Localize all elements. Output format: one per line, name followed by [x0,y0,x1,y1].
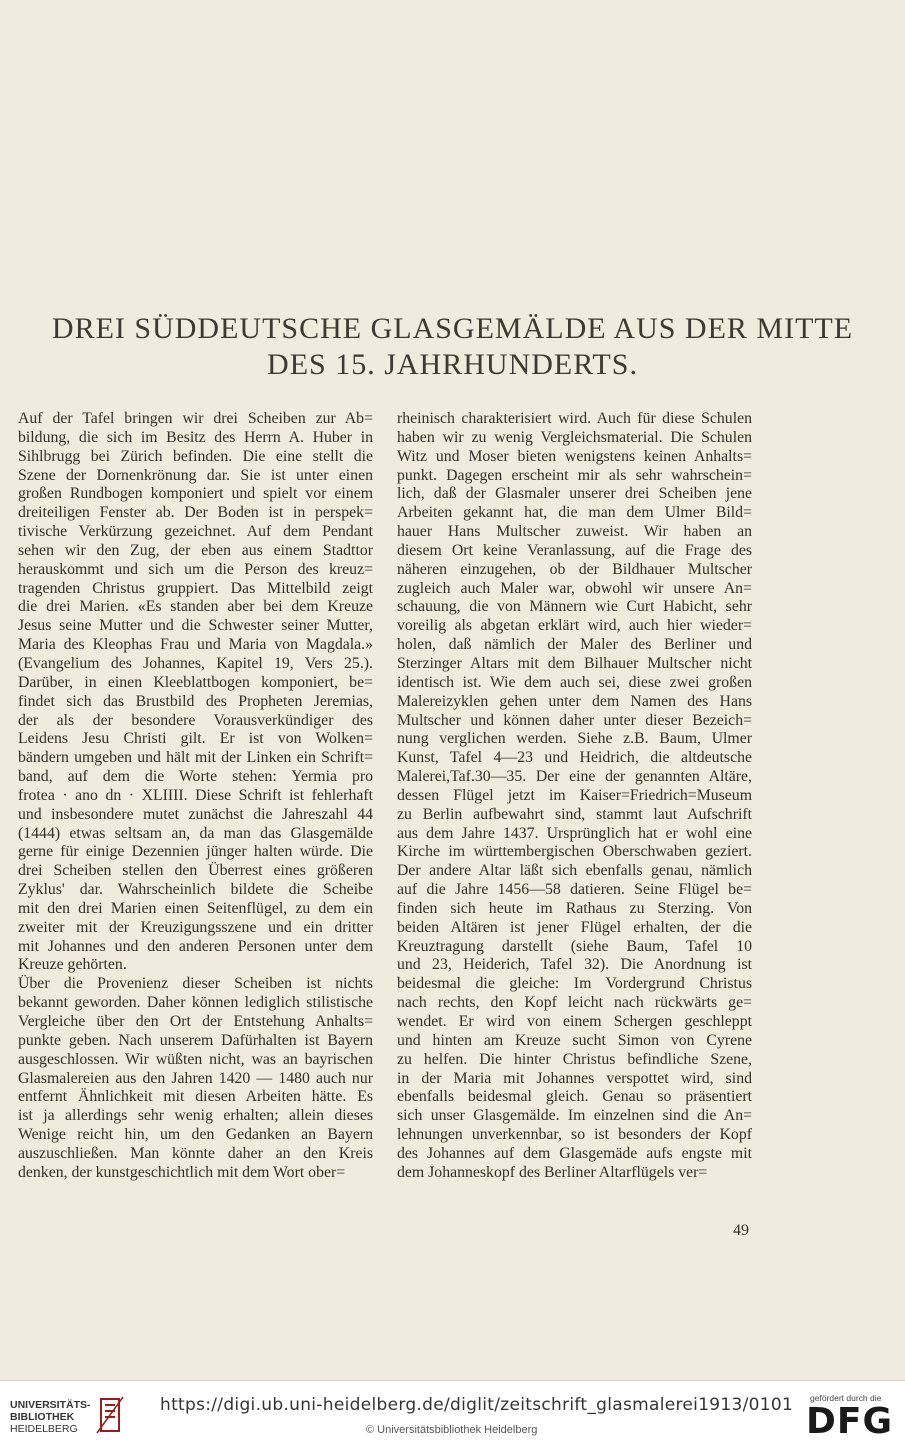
left-column-line: herauskommt und sich um die Person des kreuz= [18,560,373,578]
right-text-column [397,410,752,1183]
viewer-footer [0,1380,905,1451]
right-column-line: nung verglichen werden. Siehe z.B. Baum, Ulmer [397,730,752,748]
article-title-line-2: DES 15. JAHRHUNDERTS. [267,348,638,381]
left-column-line: entfernt Ähnlichkeit mit diesen Arbeiten hätte. Es [18,1088,373,1106]
dfg-logo: DFG [806,1401,894,1442]
left-column-line: denken, der kunstgeschichtlich mit dem Wort ober= [18,1163,346,1181]
library-logo-icon [93,1395,127,1435]
left-text-column [18,410,373,1183]
left-column-line: der als der besondere Vorausverkündiger des [18,711,373,729]
right-column-line: rheinisch charakterisiert wird. Auch für diese Schulen [397,410,752,427]
right-column-line: wendet. Er wird von einem Schergen geschleppt [397,1013,752,1030]
library-name-line-2: BIBLIOTHEK [10,1411,75,1423]
right-column-line: dessen Flügel jetzt im Kaiser=Friedrich=Museum [397,786,752,804]
left-column-line: die drei Marien. «Es standen aber bei dem Kreuze [18,598,373,616]
right-column-line: schauung, die von Männern wie Curt Habicht, sehr [397,598,752,616]
right-column-line: punkt. Dagegen erscheint mir als sehr wahrschein= [397,466,752,484]
library-name [10,1399,91,1435]
right-column-line: dem Johanneskopf des Berliner Altarflügels ver= [397,1163,708,1181]
right-column-line: lich, daß der Glasmaler unserer drei Scheiben jene [397,485,752,503]
right-column-line: auf die Jahre 1456—58 datieren. Seine Flügel be= [397,881,752,899]
right-column-line: zugleich auch Maler war, obwohl wir unsere An= [397,579,752,597]
right-column-line: hauer Hans Multscher zuweist. Wir haben an [397,523,752,541]
right-column-line: Malerei,Taf.30—35. Der eine der genannten Altäre, [397,768,752,786]
right-column-line: nach rechts, den Kopf leicht nach rückwärts ge= [397,994,752,1012]
right-column-line: Multscher und können daher unter dieser Bezeich= [397,711,752,729]
left-column-line: und insbesondere mutet zunächst die Jahreszahl 44 [18,805,373,823]
left-column-line: Wenige reicht hin, um den Gedanken an Bayern [18,1126,373,1144]
right-column-line: beidesmal die gleiche: Im Vordergrund Christus [397,975,752,993]
right-column-line: Arbeiten gekannt hat, die man dem Ulmer Bild= [397,504,752,522]
left-column-line: Vergleiche über den Ort der Entstehung Anhalts= [18,1013,373,1030]
left-column-line: Szene der Dornenkrönung dar. Sie ist unter einen [18,466,373,484]
left-column-line: mit den drei Marien einen Seitenflügel, zu dem ein [18,899,373,917]
left-column-line: Maria des Kleophas Frau und Maria von Magdala.» [18,636,373,654]
left-column-line: drei Scheiben stellen den Überrest eines größeren [18,862,373,880]
right-column-line: Der andere Altar läßt sich ebenfalls genau, nämlich [397,862,752,880]
right-column-line: ebenfalls beidesmal gleich. Genau so präsentiert [397,1088,752,1106]
right-column-line: näheren einzugehen, ob der Bildhauer Multscher [397,560,752,578]
left-column-line: bekannt geworden. Daher können lediglich stilistische [18,994,373,1012]
left-column-line: frotea · ano dn · XLIIII. Diese Schrift ist fehlerhaft [18,786,373,804]
right-column-line: und 23, Heiderich, Tafel 32). Die Anordnung ist [397,956,752,974]
library-name-line-1: UNIVERSITÄTS- [10,1399,91,1411]
right-column-line: lehnungen unverkennbar, so ist besonders der Kopf [397,1126,752,1144]
left-column-line: gerne für einige Dezennien jünger halten würde. Die [18,843,373,861]
left-column-line: Glasmalereien aus den Jahren 1420 — 1480 auch nur [18,1069,373,1087]
right-column-line: Witz und Moser bieten wenigstens keinen Anhalts= [397,447,752,465]
left-column-line: großen Rundbogen komponiert und spielt vor einem [18,485,373,503]
right-column-line: Kunst, Tafel 4—23 und Heidrich, die altdeutsche [397,749,752,767]
article-title-line-1: DREI SÜDDEUTSCHE GLASGEMÄLDE AUS DER MITTE [51,312,854,345]
left-column-line: sehen wir den Zug, der eben aus einem Stadttor [18,541,373,559]
left-column-line: bildung, die sich im Besitz des Herrn A. Huber in [18,428,373,446]
right-column-line: sich unser Glasgemälde. Im einzelnen sind die An= [397,1107,752,1125]
left-column-line: Darüber, in einen Kleeblattbogen komponiert, be= [18,673,373,691]
left-column-line: (1444) etwas seltsam an, da man das Glasgemälde [18,824,373,842]
left-column-line: ausgeschlossen. Wir wüßten nicht, was an bayrischen [18,1050,373,1068]
left-column-line: tivische Verkürzung gezeichnet. Auf dem Pendant [18,523,373,541]
right-column-line: Malereizyklen gehen unter dem Namen des Hans [397,692,752,710]
left-column-line: punkte geben. Nach unserem Dafürhalten ist Bayern [18,1031,373,1049]
left-column-line: Zyklus' dar. Wahrscheinlich bildete die Scheibe [18,881,373,899]
right-column-line: finden sich heute im Rathaus zu Sterzing. Von [397,899,752,917]
page-number: 49 [733,1222,749,1239]
permalink-url[interactable]: https://digi.ub.uni-heidelberg.de/diglit/zeitschrift_glasmalerei1913/0101 [160,1395,794,1415]
right-column-line: in der Maria mit Johannes verspottet wird, sind [397,1069,752,1087]
right-column-line: des Johannes auf dem Glasgemäde aufs engste mit [397,1144,752,1162]
right-column-line: aus dem Jahre 1437. Ursprünglich hat er wohl eine [397,824,752,842]
left-column-line: auszuschließen. Man könnte daher an den Kreis [18,1144,373,1162]
copyright-notice: © Universitätsbibliothek Heidelberg [366,1424,538,1436]
left-column-line: Kreuze gehörten. [18,956,127,974]
left-column-line: Auf der Tafel bringen wir drei Scheiben zur Ab= [18,410,373,427]
right-column-line: holen, daß nämlich der Maler des Berliner und [397,636,752,654]
left-column-line: dreiteiligen Fenster ab. Der Boden ist in perspek= [18,504,373,522]
right-column-line: und hinten am Kreuze sucht Simon von Cyrene [397,1031,752,1049]
left-column-line: zweiter mit der Kreuzigungsszene und ein dritter [18,918,373,936]
right-column-line: zu helfen. Die hinter Christus befindliche Szene, [397,1050,752,1068]
right-column-line: diesem Ort keine Veranlassung, auf die Frage des [397,541,752,559]
right-column-line: identisch ist. Wie dem auch sei, diese zwei großen [397,673,752,691]
left-column-line: findet sich das Brustbild des Propheten Jeremias, [18,692,373,710]
right-column-line: Kirche im württembergischen Oberschwaben geziert. [397,843,752,861]
left-column-line: bändern umgeben und hält mit der Linken ein Schrift= [18,749,373,767]
left-column-line: band, auf dem die Worte stehen: Yermia pro [18,768,373,786]
right-column-line: beiden Altären ist jener Flügel erhalten, der die [397,918,752,936]
right-column-line: Kreuztragung darstellt (siehe Baum, Tafel 10 [397,937,752,955]
left-column-line: Über die Provenienz dieser Scheiben ist nichts [18,975,373,993]
right-column-line: Sterzinger Altars mit dem Bilhauer Multscher nicht [397,654,752,672]
left-column-line: mit Johannes und den anderen Personen unter dem [18,937,373,955]
left-column-line: (Evangelium des Johannes, Kapitel 19, Vers 25.). [18,654,373,672]
right-column-line: haben wir zu wenig Vergleichsmaterial. Die Schulen [397,428,752,446]
left-column-line: Leidens Jesu Christi gilt. Er ist von Wolken= [18,730,373,748]
right-column-line: zu Berlin aufbewahrt sind, stammt laut Aufschrift [397,805,752,823]
funder-note: gefördert durch die [810,1393,882,1403]
left-column-line: tragenden Christus gruppiert. Das Mittelbild zeigt [18,579,373,597]
library-name-line-3: HEIDELBERG [10,1423,78,1435]
left-column-line: ist ja allerdings sehr wenig erhalten; allein dieses [18,1107,373,1125]
right-column-line: voreilig als abgetan erklärt wird, auch hier wieder= [397,617,752,635]
left-column-line: Jesus seine Mutter und die Schwester seiner Mutter, [18,617,373,635]
left-column-line: Sihlbrugg bei Zürich befinden. Die eine stellt die [18,447,373,465]
